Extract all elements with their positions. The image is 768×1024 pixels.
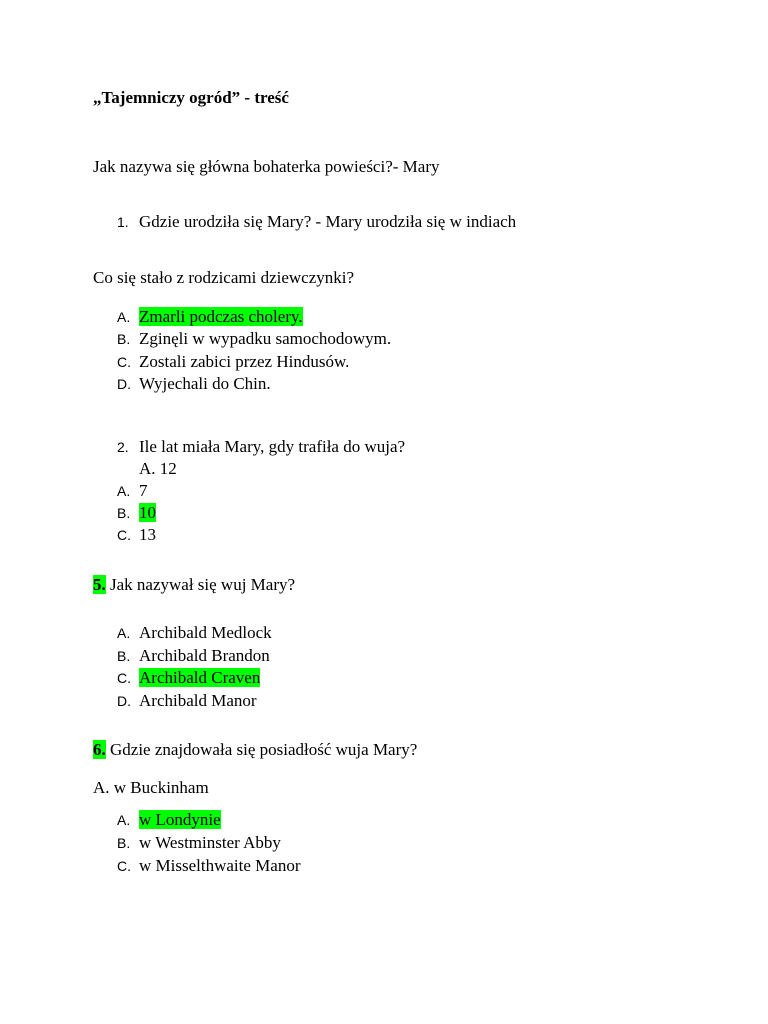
option-text: A. 12 bbox=[139, 459, 177, 478]
question-number: 5. bbox=[93, 575, 106, 594]
option-text: Archibald Medlock bbox=[139, 623, 272, 642]
question-number: 2. bbox=[117, 439, 129, 455]
question-line bbox=[93, 740, 417, 760]
option-text: w Westminster Abby bbox=[139, 833, 281, 852]
answer-highlight: Zmarli podczas cholery. bbox=[139, 307, 303, 326]
option-text: Archibald Brandon bbox=[139, 646, 270, 665]
option-letter: C. bbox=[117, 670, 131, 686]
option-text: Zginęli w wypadku samochodowym. bbox=[139, 329, 392, 348]
option-letter: A. bbox=[117, 309, 131, 325]
option-letter: A. bbox=[117, 483, 131, 499]
option-text: Archibald Manor bbox=[139, 691, 257, 710]
question-text: Jak nazywał się wuj Mary? bbox=[110, 575, 296, 594]
option-letter: C. bbox=[117, 858, 131, 874]
option-text: 7 bbox=[139, 481, 148, 500]
answer-highlight: 10 bbox=[139, 503, 156, 522]
question-number: 6. bbox=[93, 740, 106, 759]
option-letter: D. bbox=[117, 693, 131, 709]
option-letter: C. bbox=[117, 527, 131, 543]
option-letter: B. bbox=[117, 835, 131, 851]
question-line bbox=[93, 575, 295, 595]
question-text: Ile lat miała Mary, gdy trafiła do wuja? bbox=[139, 437, 406, 456]
option-text bbox=[139, 810, 221, 830]
option-letter: B. bbox=[117, 505, 131, 521]
option-letter: B. bbox=[117, 648, 131, 664]
option-letter: B. bbox=[117, 331, 131, 347]
intro-question: Jak nazywa się główna bohaterka powieści?- Mary bbox=[93, 157, 440, 176]
question-text: Gdzie urodziła się Mary? - Mary urodziła się w indiach bbox=[139, 212, 517, 231]
option-text: Wyjechali do Chin. bbox=[139, 374, 271, 393]
option-text: w Misselthwaite Manor bbox=[139, 856, 301, 875]
option-letter: C. bbox=[117, 354, 131, 370]
document-title: „Tajemniczy ogród” - treść bbox=[93, 88, 289, 107]
question-text: Gdzie znajdowała się posiadłość wuja Mary? bbox=[110, 740, 418, 759]
option-letter: D. bbox=[117, 376, 131, 392]
option-text: A. w Buckinham bbox=[93, 778, 209, 797]
option-letter: A. bbox=[117, 812, 131, 828]
answer-highlight: w Londynie bbox=[139, 810, 221, 829]
answer-highlight: Archibald Craven bbox=[139, 668, 261, 687]
option-text bbox=[139, 503, 156, 523]
option-text: 13 bbox=[139, 525, 156, 544]
option-letter: A. bbox=[117, 625, 131, 641]
option-text: Zostali zabici przez Hindusów. bbox=[139, 352, 350, 371]
question-number: 1. bbox=[117, 214, 129, 230]
question-text: Co się stało z rodzicami dziewczynki? bbox=[93, 268, 355, 287]
option-text bbox=[139, 668, 260, 688]
option-text bbox=[139, 307, 303, 327]
